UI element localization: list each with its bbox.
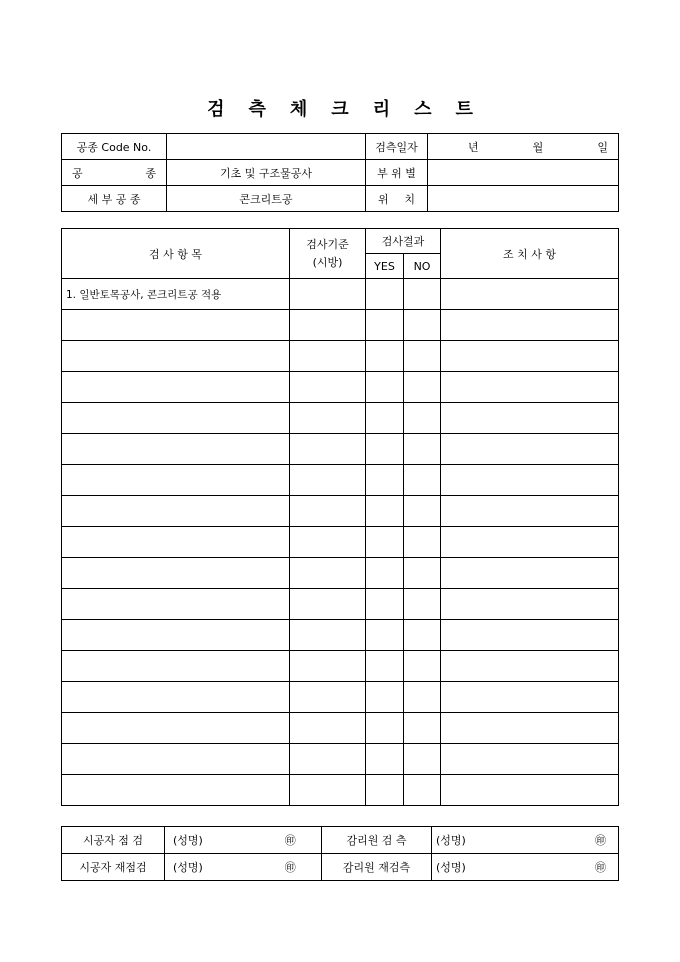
- yes-cell[interactable]: [366, 620, 404, 651]
- location-field[interactable]: [428, 186, 619, 212]
- yes-cell[interactable]: [366, 403, 404, 434]
- item-cell[interactable]: 1. 일반토목공사, 콘크리트공 적용: [62, 279, 290, 310]
- standard-cell[interactable]: [290, 589, 366, 620]
- action-cell[interactable]: [441, 775, 619, 806]
- no-cell[interactable]: [404, 589, 441, 620]
- action-cell[interactable]: [441, 527, 619, 558]
- yes-cell[interactable]: [366, 527, 404, 558]
- title-char: 체: [289, 99, 308, 120]
- contractor-check-label: 시공자 점 검: [62, 827, 165, 854]
- item-cell[interactable]: [62, 341, 290, 372]
- standard-cell[interactable]: [290, 496, 366, 527]
- header-row-sub-work: [62, 186, 619, 212]
- inspection-checklist-table: [61, 228, 619, 806]
- standard-cell[interactable]: [290, 341, 366, 372]
- yes-cell[interactable]: [366, 372, 404, 403]
- work-type-label: [62, 160, 167, 186]
- yes-cell[interactable]: [366, 496, 404, 527]
- yes-cell[interactable]: [366, 589, 404, 620]
- no-cell[interactable]: [404, 465, 441, 496]
- work-code-field[interactable]: [167, 134, 366, 160]
- location-label: [366, 186, 428, 212]
- action-column-header: 조 치 사 항: [441, 229, 619, 279]
- no-cell[interactable]: [404, 682, 441, 713]
- supervisor-recheck-seal: ㊞: [472, 854, 619, 881]
- standard-cell[interactable]: [290, 403, 366, 434]
- contractor-recheck-label: 시공자 재점검: [62, 854, 165, 881]
- table-row: [62, 434, 619, 465]
- action-cell[interactable]: [441, 620, 619, 651]
- item-cell[interactable]: [62, 775, 290, 806]
- inspection-date-label: 검측일자: [366, 134, 428, 160]
- supervisor-recheck-label: 감리원 재검측: [322, 854, 432, 881]
- yes-cell[interactable]: [366, 713, 404, 744]
- no-cell[interactable]: [404, 620, 441, 651]
- yes-cell[interactable]: [366, 279, 404, 310]
- item-cell[interactable]: [62, 310, 290, 341]
- standard-cell[interactable]: [290, 279, 366, 310]
- item-cell[interactable]: [62, 465, 290, 496]
- part-field[interactable]: [428, 160, 619, 186]
- no-cell[interactable]: [404, 651, 441, 682]
- table-row: [62, 403, 619, 434]
- item-cell[interactable]: [62, 682, 290, 713]
- action-cell[interactable]: [441, 496, 619, 527]
- action-cell[interactable]: [441, 372, 619, 403]
- table-row: [62, 465, 619, 496]
- action-cell[interactable]: [441, 310, 619, 341]
- action-cell[interactable]: [441, 651, 619, 682]
- title-char: 크: [331, 99, 349, 120]
- no-cell[interactable]: [404, 341, 441, 372]
- no-cell[interactable]: [404, 744, 441, 775]
- action-cell[interactable]: [441, 682, 619, 713]
- supervisor-check-label: 감리원 검 측: [322, 827, 432, 854]
- header-row-work-type: [62, 160, 619, 186]
- work-type-label-b: 종: [145, 166, 156, 180]
- table-row: [62, 310, 619, 341]
- title-char: 리: [372, 99, 391, 120]
- yes-cell[interactable]: [366, 434, 404, 465]
- yes-cell[interactable]: [366, 558, 404, 589]
- no-cell[interactable]: [404, 434, 441, 465]
- item-column-header: 검 사 항 목: [62, 229, 290, 279]
- yes-cell[interactable]: [366, 651, 404, 682]
- standard-cell[interactable]: [290, 558, 366, 589]
- year-label: 년: [468, 140, 479, 154]
- table-row: [62, 558, 619, 589]
- action-cell[interactable]: [441, 558, 619, 589]
- location-label-a: 위: [378, 192, 389, 206]
- work-type-field[interactable]: 기초 및 구조물공사: [167, 160, 366, 186]
- month-label: 월: [532, 140, 544, 154]
- item-cell[interactable]: [62, 589, 290, 620]
- sub-work-label: 세 부 공 종: [62, 186, 167, 212]
- action-cell[interactable]: [441, 341, 619, 372]
- item-cell[interactable]: [62, 620, 290, 651]
- title-char: 스: [414, 99, 432, 120]
- part-label: 부 위 별: [366, 160, 428, 186]
- table-row: [62, 682, 619, 713]
- action-cell[interactable]: [441, 434, 619, 465]
- work-code-label: 공종 Code No.: [62, 134, 167, 160]
- table-row: [62, 713, 619, 744]
- item-cell[interactable]: [62, 527, 290, 558]
- action-cell[interactable]: [441, 403, 619, 434]
- day-label: 일: [597, 140, 608, 154]
- yes-column-header: YES: [366, 254, 404, 279]
- table-row: [62, 341, 619, 372]
- standard-column-header: [290, 229, 366, 279]
- standard-cell[interactable]: [290, 651, 366, 682]
- action-cell[interactable]: [441, 589, 619, 620]
- contractor-recheck-name-field[interactable]: (성명): [165, 854, 260, 881]
- table-row: [62, 372, 619, 403]
- page-title: [0, 95, 680, 121]
- standard-header-line2: (시방): [312, 255, 343, 269]
- standard-cell[interactable]: [290, 620, 366, 651]
- inspection-date-field[interactable]: [428, 134, 619, 160]
- standard-cell[interactable]: [290, 310, 366, 341]
- table-row: [62, 589, 619, 620]
- contractor-recheck-seal: ㊞: [260, 854, 322, 881]
- table-row: [62, 279, 619, 310]
- no-cell[interactable]: [404, 279, 441, 310]
- table-row: [62, 744, 619, 775]
- standard-cell[interactable]: [290, 713, 366, 744]
- item-cell[interactable]: [62, 651, 290, 682]
- location-label-b: 치: [404, 192, 415, 206]
- title-char: 측: [248, 99, 266, 120]
- signature-table: [61, 826, 619, 881]
- action-cell[interactable]: [441, 744, 619, 775]
- yes-cell[interactable]: [366, 341, 404, 372]
- yes-cell[interactable]: [366, 465, 404, 496]
- table-row: [62, 527, 619, 558]
- yes-cell[interactable]: [366, 775, 404, 806]
- item-cell[interactable]: [62, 372, 290, 403]
- work-type-label-a: 공: [72, 166, 83, 180]
- yes-cell[interactable]: [366, 744, 404, 775]
- no-column-header: NO: [404, 254, 441, 279]
- action-cell[interactable]: [441, 465, 619, 496]
- standard-cell[interactable]: [290, 372, 366, 403]
- standard-cell[interactable]: [290, 465, 366, 496]
- header-info-table: [61, 133, 619, 212]
- action-cell[interactable]: [441, 279, 619, 310]
- no-cell[interactable]: [404, 310, 441, 341]
- yes-cell[interactable]: [366, 310, 404, 341]
- standard-cell[interactable]: [290, 527, 366, 558]
- no-cell[interactable]: [404, 496, 441, 527]
- standard-cell[interactable]: [290, 682, 366, 713]
- supervisor-seal: ㊞: [472, 827, 619, 854]
- supervisor-name-field[interactable]: (성명): [432, 827, 472, 854]
- column-header-row-1: [62, 229, 619, 254]
- contractor-seal: ㊞: [260, 827, 322, 854]
- no-cell[interactable]: [404, 527, 441, 558]
- yes-cell[interactable]: [366, 682, 404, 713]
- supervisor-recheck-name-field[interactable]: (성명): [432, 854, 472, 881]
- table-row: [62, 775, 619, 806]
- no-cell[interactable]: [404, 372, 441, 403]
- standard-cell[interactable]: [290, 434, 366, 465]
- title-char: 검: [207, 99, 225, 120]
- item-cell[interactable]: [62, 744, 290, 775]
- signature-row-recheck: [62, 854, 619, 881]
- item-cell[interactable]: [62, 713, 290, 744]
- action-cell[interactable]: [441, 713, 619, 744]
- title-char: 트: [455, 99, 473, 120]
- item-cell[interactable]: [62, 496, 290, 527]
- result-column-header: 검사결과: [366, 229, 441, 254]
- no-cell[interactable]: [404, 403, 441, 434]
- standard-header-line1: 검사기준: [306, 237, 349, 251]
- no-cell[interactable]: [404, 558, 441, 589]
- item-cell[interactable]: [62, 558, 290, 589]
- standard-cell[interactable]: [290, 744, 366, 775]
- table-row: [62, 651, 619, 682]
- standard-cell[interactable]: [290, 775, 366, 806]
- no-cell[interactable]: [404, 713, 441, 744]
- no-cell[interactable]: [404, 775, 441, 806]
- contractor-name-field[interactable]: (성명): [165, 827, 260, 854]
- table-row: [62, 496, 619, 527]
- header-row-code: [62, 134, 619, 160]
- item-cell[interactable]: [62, 403, 290, 434]
- sub-work-field[interactable]: 콘크리트공: [167, 186, 366, 212]
- table-row: [62, 620, 619, 651]
- item-cell[interactable]: [62, 434, 290, 465]
- signature-row-check: [62, 827, 619, 854]
